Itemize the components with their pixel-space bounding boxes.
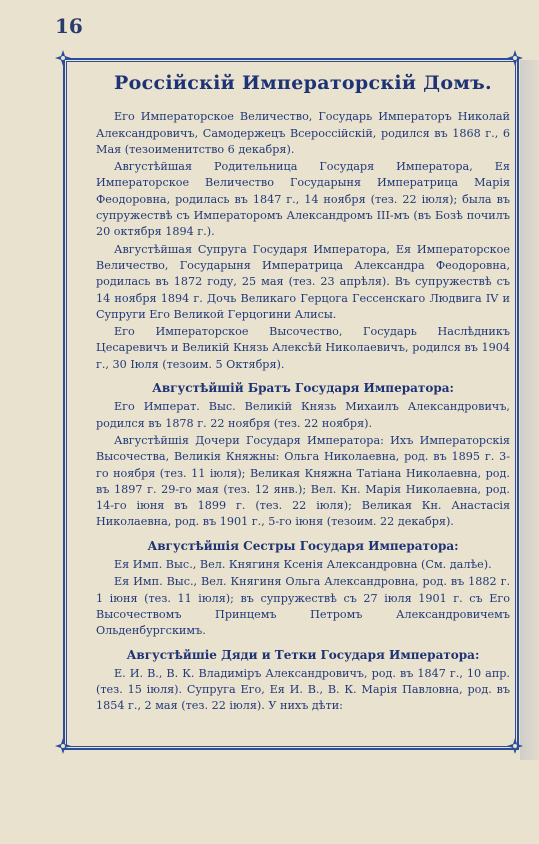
paragraph-uncles: Е. И. В., В. К. Владимiръ Александровичъ, род. въ 1847 г., 10 апр. (тез. 15 iюля). Супруга Его, Ея И. В., В. К. Марiя Павловна, род. въ 1854 г., 2 мая (тез. 22 iюля). У нихъ дѣти: (96, 666, 510, 713)
corner-ornament-icon (54, 49, 72, 67)
paragraph-sister-xenia: Ея Имп. Выс., Вел. Княгиня Ксенiя Александровна (См. далѣе). (114, 558, 492, 572)
paragraph-brother: Его Императ. Выс. Великiй Князь Михаилъ Александровичъ, родился въ 1878 г. 22 ноября (тез. 22 ноября). (96, 400, 510, 430)
paragraph-heir: Его Императорское Высочество, Государь Наслѣдникъ Цесаревичъ и Великiй Князь Алексѣй Николаевичъ, родился въ 1904 г., 30 Iюля (тезоим. 5 Октября). (96, 325, 510, 371)
paragraph-daughters: Августѣйшiя Дочери Государя Императора: Ихъ Императорскiя Высочества, Великiя Княжны: Ольга Николаевна, род. въ 1895 г. 3-го ноября (тез. 11 iюля); Великая Княжна Татiана Николаевна, род. въ 1897 г. 29-го мая (тез. 12 янв.); Вел. Кн. Марiя Николаевна, род. 14-го iюня въ 1899 г. (тез. 22 iюля); Великая Кн. Анастасiя Николаевна, род. въ 1901 г., 5-го iюня (тезоим. 22 декабря). (96, 433, 510, 529)
section-heading-uncles: Августѣйшiе Дяди и Тетки Государя Императора: (126, 647, 480, 662)
corner-ornament-icon (506, 737, 524, 755)
corner-ornament-icon (54, 737, 72, 755)
section-heading-brother: Августѣйшiй Братъ Государя Императора: (152, 381, 454, 396)
paragraph-sister-olga: Ея Имп. Выс., Вел. Княгиня Ольга Александровна, род. въ 1882 г. 1 iюня (тез. 11 iюля); въ супружествѣ съ 27 iюля 1901 г. съ Его Высочествомъ Принцемъ Петромъ Александровичемъ Ольденбургскимъ. (96, 575, 510, 638)
page-title: Россiйскiй Императорскiй Домъ. (114, 72, 492, 94)
corner-ornament-icon (506, 49, 524, 67)
paragraph-mother: Августѣйшая Родительница Государя Императора, Ея Императорское Величество Государыня Императрица Марiя Феодоровна, родилась въ 1847 г., 14 ноября (тез. 22 iюля); была въ супружествѣ съ Императоромъ Александромъ III-мъ (въ Бозѣ почилъ 20 октября 1894 г.). (96, 160, 510, 239)
paragraph-emperor: Его Императорское Величество, Государь Императоръ Николай Александровичъ, Самодержецъ Всероссiйскiй, родился въ 1868 г., 6 Мая (тезоименитство 6 декабря). (96, 110, 510, 156)
paragraph-spouse: Августѣйшая Супруга Государя Императора, Ея Императорское Величество, Государыня Императрица Александра Феодоровна, родилась въ 1872 году, 25 мая (тез. 23 апрѣля). Въ супружествѣ съ 14 ноября 1894 г. Дочь Великаго Герцога Гессенскаго Людвига IV и Супруги Его Великой Герцогини Алисы. (96, 242, 510, 321)
section-heading-sisters: Августѣйшiя Сестры Государя Императора: (147, 538, 459, 553)
page-content (96, 72, 510, 716)
facing-page-bleed (520, 60, 539, 760)
page-number: 16 (55, 14, 83, 38)
